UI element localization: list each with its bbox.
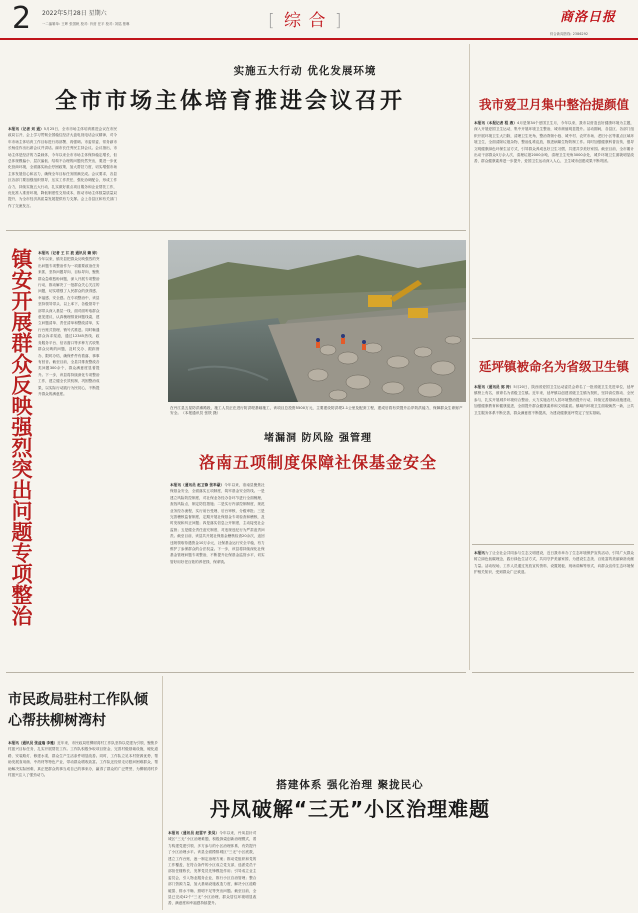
danfeng-text: 今年以来，丹凤县针对城区“三无”小区治理难题，积极探索创新治理模式，着力构建党建引领、多方参与的小区治理体系，有效提升了小区治理水平。该县全面摸排城区“三无”小区底数，建立工作台账，逐一制定治理方案；推动党组织和党的工作覆盖，在符合条件的小区成立党支部，选派党员干部担任楼栋长，发挥党员先锋模范作用；引导成立业主委员会，引入物业服务企业，推行小区自治管理；整合部门资源力量，加大基础设施改造力度，解决小区道路破损、排水不畅、照明不足等突出问题。截至目前，全县已完成42个“三无”小区治理，群众居住环境明显改善，满意度和幸福感持续提升。	[168, 831, 257, 906]
rule-main-bottom	[6, 230, 466, 231]
section-label	[268, 10, 343, 32]
liushuwan-headline-text: 市民政局驻村工作队倾心帮扶柳树湾村	[8, 692, 148, 729]
danfeng-headline: 丹凤破解“三无”小区治理难题	[209, 797, 491, 821]
main-text: 5月25日，全市市场主体培育推进会议在市民政局召开，会上学习贯彻全国稳住经济大盘电视电话会议精神，对今年市场主体培育工作目标进行再部署、再强调。市委常委、常务副市长杨佳作出出席会议并讲话。副市长任秀民主持会议。会议指出，市场主体是经济的力量载体，今年以来全市市场主体保持稳定增长，但总体规模偏小、层次偏低、结构不合理的问题仍然突出，要进一步优化营商环境，全面落实助企纾困政策，加大帮扶力度，切实增强市场主体发展信心和活力，确保全年目标任务圆满完成。会议要求，各县区各部门要加强组织领导，压实工作责任，强化协调配合，形成工作合力，持续实施五大行动，扎实做好重点项目服务和企业帮扶工作，优化准入准营环境，降低制度性交易成本，推动市场主体数量质量双提升，为全市经济高质量发展提供有力支撑。会上各县区和有关部门作了交流发言。	[8, 127, 117, 208]
main-byline: 本报讯（记者 刘 通）	[8, 127, 44, 131]
editors-line: 一二编辑单: 王晖 张国帆 校对: 肖营 任平 校对: 刘铭 焦琳	[42, 22, 130, 26]
rule-right-3	[472, 672, 634, 673]
liushuwan-body	[8, 740, 158, 908]
section-right-bracket: ]	[334, 11, 343, 31]
eco-byline: 本报讯	[474, 551, 485, 555]
yanping-byline: 本报讯（通讯员 郭 涛）	[474, 385, 514, 389]
eco-text: 为了让全社会共同参与生态文明建设，近日我市举办了生态环境保护宣传活动，引导广大群众树立绿色低碳理念，践行绿色生活方式，共同守护美丽家园，为建设生态美、百姓富的美丽商洛贡献力量。活动现场，工作人员通过发放宣传资料、设置展板、现场讲解等形式，向群众宣传生态环境保护相关知识，受到群众广泛欢迎。	[474, 551, 634, 575]
photo-illustration	[168, 240, 466, 402]
aiwei-body	[474, 120, 634, 336]
luonan-byline: 本报讯（通讯员 赵卫锋 张举豪）	[170, 483, 225, 487]
section-name: 综 合	[284, 11, 327, 31]
yanping-text: 5月20日，陕西省爱国卫生运动委员会命名了一批省级卫生先进单位，延坪镇榜上有名，被命名为省级卫生镇。近年来，延坪镇以创建省级卫生镇为契机，坚持高位推动、全民参与，扎实开展城乡环境综合整治，大力实施农村人居环境整治提升行动，持续完善基础设施建设，加强健康教育和健康促进，全面提升群众健康素养和文明素质。镇域内环境卫生面貌焕然一新，公共卫生服务体系不断完善，群众满意度不断提高，为建设健康延坪奠定了坚实基础。	[474, 385, 634, 415]
luonan-body	[170, 482, 466, 670]
main-body	[8, 126, 465, 220]
masthead-rule	[0, 38, 638, 40]
danfeng-body	[168, 830, 634, 908]
main-headline: 全市市场主体培育推进会议召开	[54, 89, 405, 114]
section-left-bracket: [	[268, 11, 276, 31]
danfeng-byline: 本报讯（通讯员 赵雷平 张昊）	[168, 831, 220, 835]
aiwei-byline: 本报讯（本报记者 程 燕）	[474, 121, 518, 125]
rule-mid-bottom	[6, 672, 466, 673]
liushuwan-text: 近年来，市民政局驻柳树湾村工作队坚持以党建为引领，聚焦乡村振兴目标任务，扎实开展帮扶工作。工作队积极争取项目资金，完善村级基础设施，硬化道路、安装路灯、修建水渠，群众生产生活条件明显改善。同时，工作队立足本村资源优势，帮助发展食用菌、中药材等特色产业，带动群众增收致富。工作队还经常走访慰问困难群众，帮助解决实际困难，真正把群众的事当成自己的事来办，赢得了群众的广泛赞誉，为柳树湾村乡村振兴注入了强劲动力。	[8, 741, 158, 778]
zhenan-body	[38, 250, 166, 668]
paper-logo: 商洛日报	[560, 10, 617, 25]
aiwei-text: 4月是第34个爱国卫生月，今年以来，我市以营造良好健康环境为主题，深入开展爱国卫生运动，集中开展环境卫生整治，城市颜值明显提升。活动期间，各县区、各部门组织开展环境卫生大扫除，清理卫生死角，整治背街小巷、城中村、农贸市场、老旧小区等重点区域环境卫生，全面清除垃圾杂物，整治乱堆乱放，推进病媒生物防制工作。同时加强健康科普宣传，倡导文明健康绿色环保生活方式，引导群众养成良好卫生习惯，共建共享美好家园。截至目前，全市累计出动干部群众5万余人次，清理垃圾2000余吨，清理卫生死角3000余处，城乡环境卫生面貌明显改善，群众健康素养进一步提升，爱国卫生运动深入人心，卫生城市创建成果不断巩固。	[474, 121, 634, 164]
luonan-kicker: 堵漏洞 防风险 强管理	[264, 433, 372, 444]
main-kicker: 实施五大行动 优化发展环境	[233, 65, 377, 77]
river-construction-photo	[168, 240, 466, 402]
zhenan-vertical-title: 镇安开展群众反映强烈突出问题专项整治	[9, 248, 33, 626]
yanping-body	[474, 384, 634, 540]
luonan-headline: 洛南五项制度保障社保基金安全	[198, 453, 437, 472]
aiwei-headline: 我市爱卫月集中整治提颜值	[478, 97, 629, 112]
rule-right-2	[472, 544, 634, 545]
danfeng-kicker: 搭建体系 强化治理 聚拢民心	[276, 779, 424, 791]
zhenan-text: 今年以来，镇安县把群众反映强烈的突出问题专项整治作为一项重要政治任务来抓，坚持问题导向、目标导向，聚焦群众急难愁盼问题，深入开展专项整治行动，推动解决了一批群众关心关注的问题，切实增强了人民群众的获得感、幸福感、安全感。在专项整治中，该县坚持领导带头、以上率下，各级领导干部带头深入基层一线，面对面听取群众意见建议，认真梳理排查问题线索，建立问题清单、责任清单和整改清单，实行台账式管理、销号式推进。同时畅通群众诉求渠道，通过12345热线、政务服务平台、信访窗口等多种方式收集群众反映的问题，及时交办、跟踪督办、限时办结，确保件件有着落、事事有回音。截至目前，全县共排查整改各类问题300余个，群众满意度显著提升。下一步，该县将持续深化专项整治工作，建立健全长效机制，巩固整治成果，以实际行动践行为民初心，不断提升群众的满意度。	[38, 257, 100, 396]
luonan-text: 今年以来，洛南县聚焦社保基金安全，全面落实五项制度，筑牢基金安全防线。一是建立风险防控制度，对社保业务经办各环节进行全面梳理，查找风险点，制定防控措施；二是实行内部控制制度，规范业务经办流程，实行前台受理、后台审核、分级审批；三是完善稽核监督制度，定期开展社保基金专项检查和稽核，及时发现和纠正问题；四是落实信息公开制度，主动接受社会监督；五是健全责任追究制度，对违规违纪行为严肃追责问责。截至目前，该县共开展社保基金稽核检查20余次，追回违规领取待遇资金10万余元，社保基金运行安全平稳，有力维护了参保群众的合法权益。下一步，该县将持续深化社保基金管理问题专项整治，不断提升社保基金监管水平，切实管好用好老百姓的养老钱、保命钱。	[170, 483, 265, 564]
date-line: 2022年5月28日 星期六	[42, 10, 107, 17]
eco-body	[474, 550, 634, 670]
column-divider-right	[469, 44, 470, 670]
page-number: 2	[12, 1, 32, 36]
liushuwan-byline: 本报讯（通讯员 张益瑞 李雅）	[8, 741, 58, 745]
yanping-headline: 延坪镇被命名为省级卫生镇	[478, 359, 629, 374]
liushuwan-headline	[8, 690, 158, 732]
photo-caption: 在丹江县五星防洪滩路段，施工人员正在进行防洪堤基础施工，该项目总投资5500万元，主要建设防洪堤2.1公里及配套工程，建成后将有效提升沿岸防洪能力，保障群众生命财产安全。（本报通讯员 张铁 摄）	[170, 406, 463, 416]
hotline: 综合新闻热线: 2386292	[550, 32, 589, 36]
column-divider-bottom	[162, 676, 163, 910]
zhenan-byline: 本报讯（记者 王 江 波 通讯员 赖 婷）	[38, 251, 100, 255]
rule-right-1	[472, 338, 634, 339]
